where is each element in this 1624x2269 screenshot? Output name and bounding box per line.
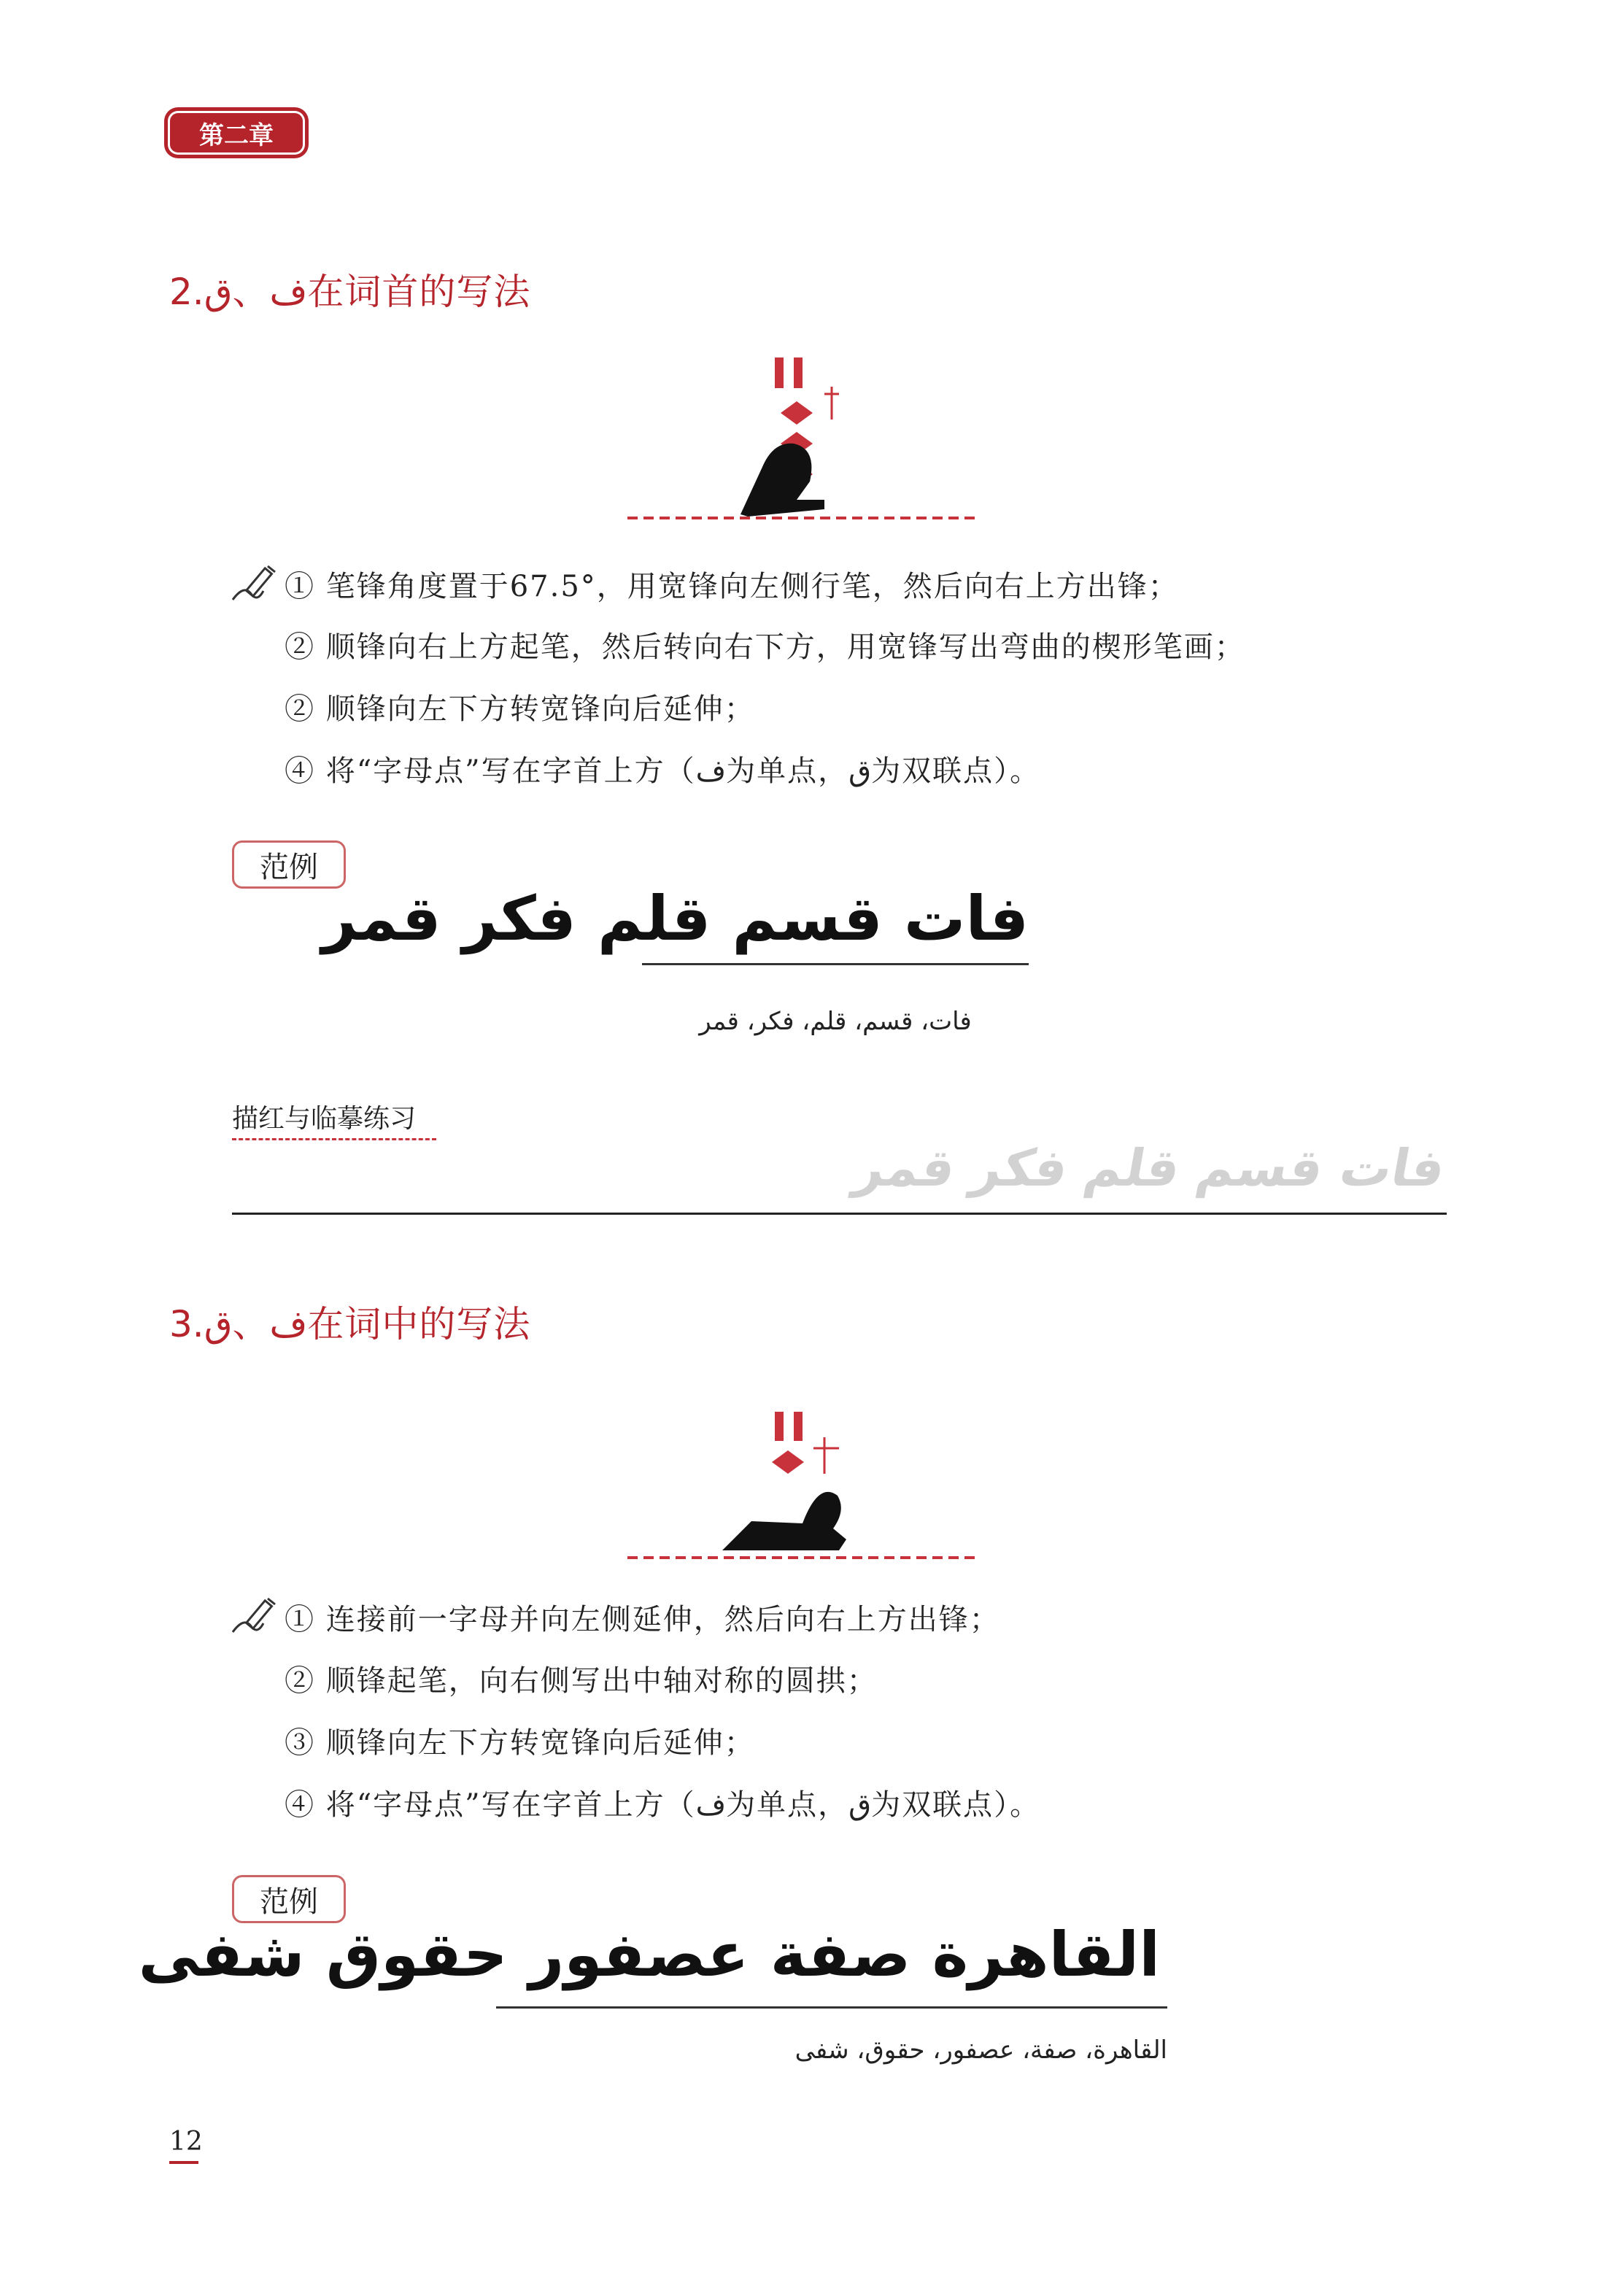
practice-writing-line[interactable] bbox=[232, 1213, 1447, 1215]
dot-mark bbox=[772, 1450, 804, 1474]
page-number-underline bbox=[169, 2161, 198, 2164]
example-arabic-words: فات قسم قلم فكر قمر bbox=[321, 883, 1029, 954]
step-1: ① 连接前一字母并向左侧延伸，然后向右上方出锋； bbox=[285, 1603, 1000, 1636]
example-baseline bbox=[496, 2006, 1167, 2009]
dot-measure-mark bbox=[794, 1412, 803, 1441]
step-2: ② 顺锋向右上方起笔，然后转向右下方，用宽锋写出弯曲的楔形笔画； bbox=[285, 630, 1245, 664]
dot-measure-mark bbox=[794, 357, 803, 388]
letter-fa-medial-stroke bbox=[722, 1492, 846, 1550]
dot-measure-mark bbox=[775, 1412, 784, 1441]
step-3: ③ 顺锋向左下方转宽锋向后延伸； bbox=[285, 1726, 755, 1760]
dot-mark bbox=[781, 401, 813, 425]
step-1: ① 笔锋角度置于67.5°，用宽锋向左侧行笔，然后向右上方出锋； bbox=[285, 570, 1179, 603]
letter-medial-stroke-demo bbox=[606, 1386, 999, 1576]
example-label: 范例 bbox=[232, 1875, 346, 1923]
section-2-title: 2.ف、ق在词首的写法 bbox=[169, 271, 531, 313]
dot-measure-mark bbox=[775, 357, 784, 388]
example-label: 范例 bbox=[232, 840, 346, 889]
pen-icon bbox=[230, 1594, 282, 1639]
practice-label: 描红与临摹练习 bbox=[232, 1104, 417, 1134]
practice-label-underline bbox=[232, 1138, 436, 1140]
example-caption: القاهرة، صفة، عصفور، حقوق، شفى bbox=[794, 2036, 1167, 2065]
step-3: ② 顺锋向左下方转宽锋向后延伸； bbox=[285, 692, 755, 726]
step-4: ④ 将“字母点”写在字首上方（ف为单点，ق为双联点）。 bbox=[285, 754, 1041, 788]
pen-icon bbox=[230, 562, 282, 607]
letter-fa-stroke bbox=[741, 444, 824, 517]
example-caption: فات، قسم، قلم، فكر، قمر bbox=[699, 1007, 972, 1036]
example-arabic-words: القاهرة صفة عصفور حقوق شفى bbox=[138, 1919, 1160, 1990]
step-4: ④ 将“字母点”写在字首上方（ف为单点，ق为双联点）。 bbox=[285, 1788, 1041, 1822]
letter-initial-stroke-demo bbox=[606, 343, 999, 533]
trace-text: فات قسم قلم فكر قمر bbox=[850, 1138, 1450, 1198]
page-number: 12 bbox=[169, 2127, 203, 2157]
example-baseline bbox=[642, 963, 1029, 965]
section-3-title: 3.ف、ق在词中的写法 bbox=[169, 1303, 531, 1345]
step-2: ② 顺锋起笔，向右侧写出中轴对称的圆拱； bbox=[285, 1664, 878, 1698]
chapter-tab: 第二章 bbox=[168, 111, 305, 155]
